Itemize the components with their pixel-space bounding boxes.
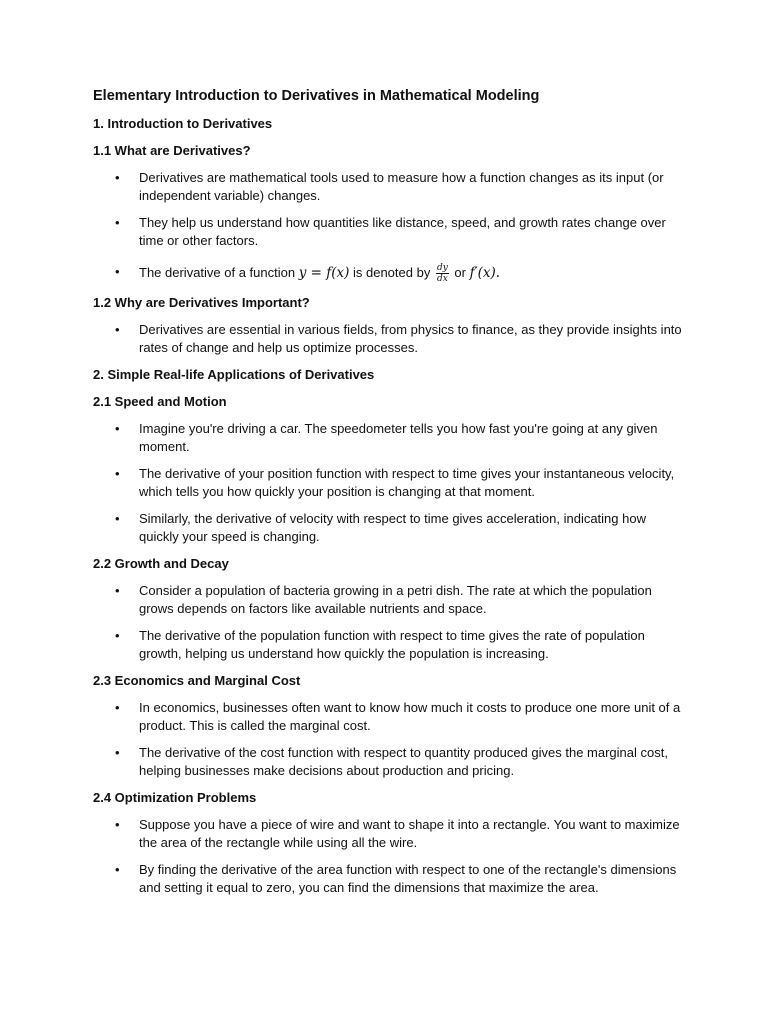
bullet-icon: • (115, 745, 120, 760)
list-item-text: Imagine you're driving a car. The speedometer tells you how fast you're going at any given moment. (139, 421, 658, 454)
math-function: y = f(x) (298, 264, 350, 281)
bullet-icon: • (115, 511, 120, 526)
list-item-text: Consider a population of bacteria growing in a petri dish. The rate at which the population grows depends on factors like available nutrients and space. (139, 583, 652, 616)
section-2-1-list (93, 420, 683, 545)
list-item-text-pre: The derivative of a function (139, 264, 299, 280)
section-1-2-heading: 1.2 Why are Derivatives Important? (93, 295, 310, 310)
bullet-icon: • (115, 170, 120, 185)
list-item (93, 744, 683, 779)
bullet-icon: • (115, 322, 120, 337)
list-item (93, 582, 683, 617)
section-2-4-list (93, 816, 683, 896)
bullet-icon: • (115, 700, 120, 715)
section-2-2-list (93, 582, 683, 662)
section-2-4-heading: 2.4 Optimization Problems (93, 790, 257, 805)
list-item (93, 510, 683, 545)
list-item-text: The derivative of the cost function with respect to quantity produced gives the marginal cost, helping businesses make decisions about production and pricing. (139, 745, 668, 778)
list-item (93, 465, 683, 500)
list-item-text: Similarly, the derivative of velocity with respect to time gives acceleration, indicating how quickly your speed is changing. (139, 511, 646, 544)
bullet-icon: • (115, 215, 120, 230)
bullet-icon: • (115, 628, 120, 643)
section-2-3-heading: 2.3 Economics and Marginal Cost (93, 673, 301, 688)
bullet-icon: • (115, 862, 120, 877)
list-item-text: In economics, businesses often want to know how much it costs to produce one more unit of a product. This is called the marginal cost. (139, 700, 681, 733)
list-item (93, 816, 683, 851)
list-item (93, 699, 683, 734)
section-2-3-list (93, 699, 683, 779)
bullet-icon: • (115, 583, 120, 598)
bullet-icon: • (115, 817, 120, 832)
list-item-text: The derivative of your position function with respect to time gives your instantaneous velocity, which tells you how quickly your position is changing at that moment. (139, 466, 675, 499)
list-item (93, 169, 683, 204)
fraction-dy-dx (436, 263, 449, 284)
list-item (93, 420, 683, 455)
list-item-text: By finding the derivative of the area function with respect to one of the rectangle's dimensions and setting it equal to zero, you can find the dimensions that maximize the area. (139, 862, 677, 895)
list-item-text-or: or (450, 264, 470, 280)
bullet-icon: • (115, 421, 120, 436)
fraction-numerator: dy (436, 263, 448, 273)
section-2-2-heading: 2.2 Growth and Decay (93, 556, 229, 571)
list-item (93, 263, 683, 284)
section-2-1-heading: 2.1 Speed and Motion (93, 394, 227, 409)
section-2-heading: 2. Simple Real-life Applications of Derivatives (93, 367, 375, 382)
list-item (93, 861, 683, 896)
bullet-icon: • (115, 264, 120, 279)
document-body (93, 88, 683, 906)
math-prime-notation: f′(x). (469, 264, 501, 281)
list-item (93, 321, 683, 356)
document-title: Elementary Introduction to Derivatives in Mathematical Modeling (93, 88, 540, 104)
bullet-icon: • (115, 466, 120, 481)
fraction-denominator: dx (436, 274, 448, 284)
list-item-text: The derivative of the population function with respect to time gives the rate of population growth, helping us understand how quickly the population is increasing. (139, 628, 645, 661)
section-1-2-list (93, 321, 683, 356)
section-1-1-list (93, 169, 683, 284)
list-item (93, 214, 683, 249)
list-item-text: Derivatives are mathematical tools used to measure how a function changes as its input (or independent variable) changes. (139, 170, 664, 203)
section-1-1-heading: 1.1 What are Derivatives? (93, 143, 251, 158)
list-item-text: They help us understand how quantities like distance, speed, and growth rates change over time or other factors. (139, 215, 666, 248)
list-item-text: Suppose you have a piece of wire and want to shape it into a rectangle. You want to maximize the area of the rectangle while using all the wire. (139, 817, 680, 850)
list-item-text-mid: is denoted by (349, 264, 434, 280)
list-item (93, 627, 683, 662)
list-item-text: Derivatives are essential in various fields, from physics to finance, as they provide insights into rates of change and help us optimize processes. (139, 322, 682, 355)
section-1-heading: 1. Introduction to Derivatives (93, 116, 273, 131)
